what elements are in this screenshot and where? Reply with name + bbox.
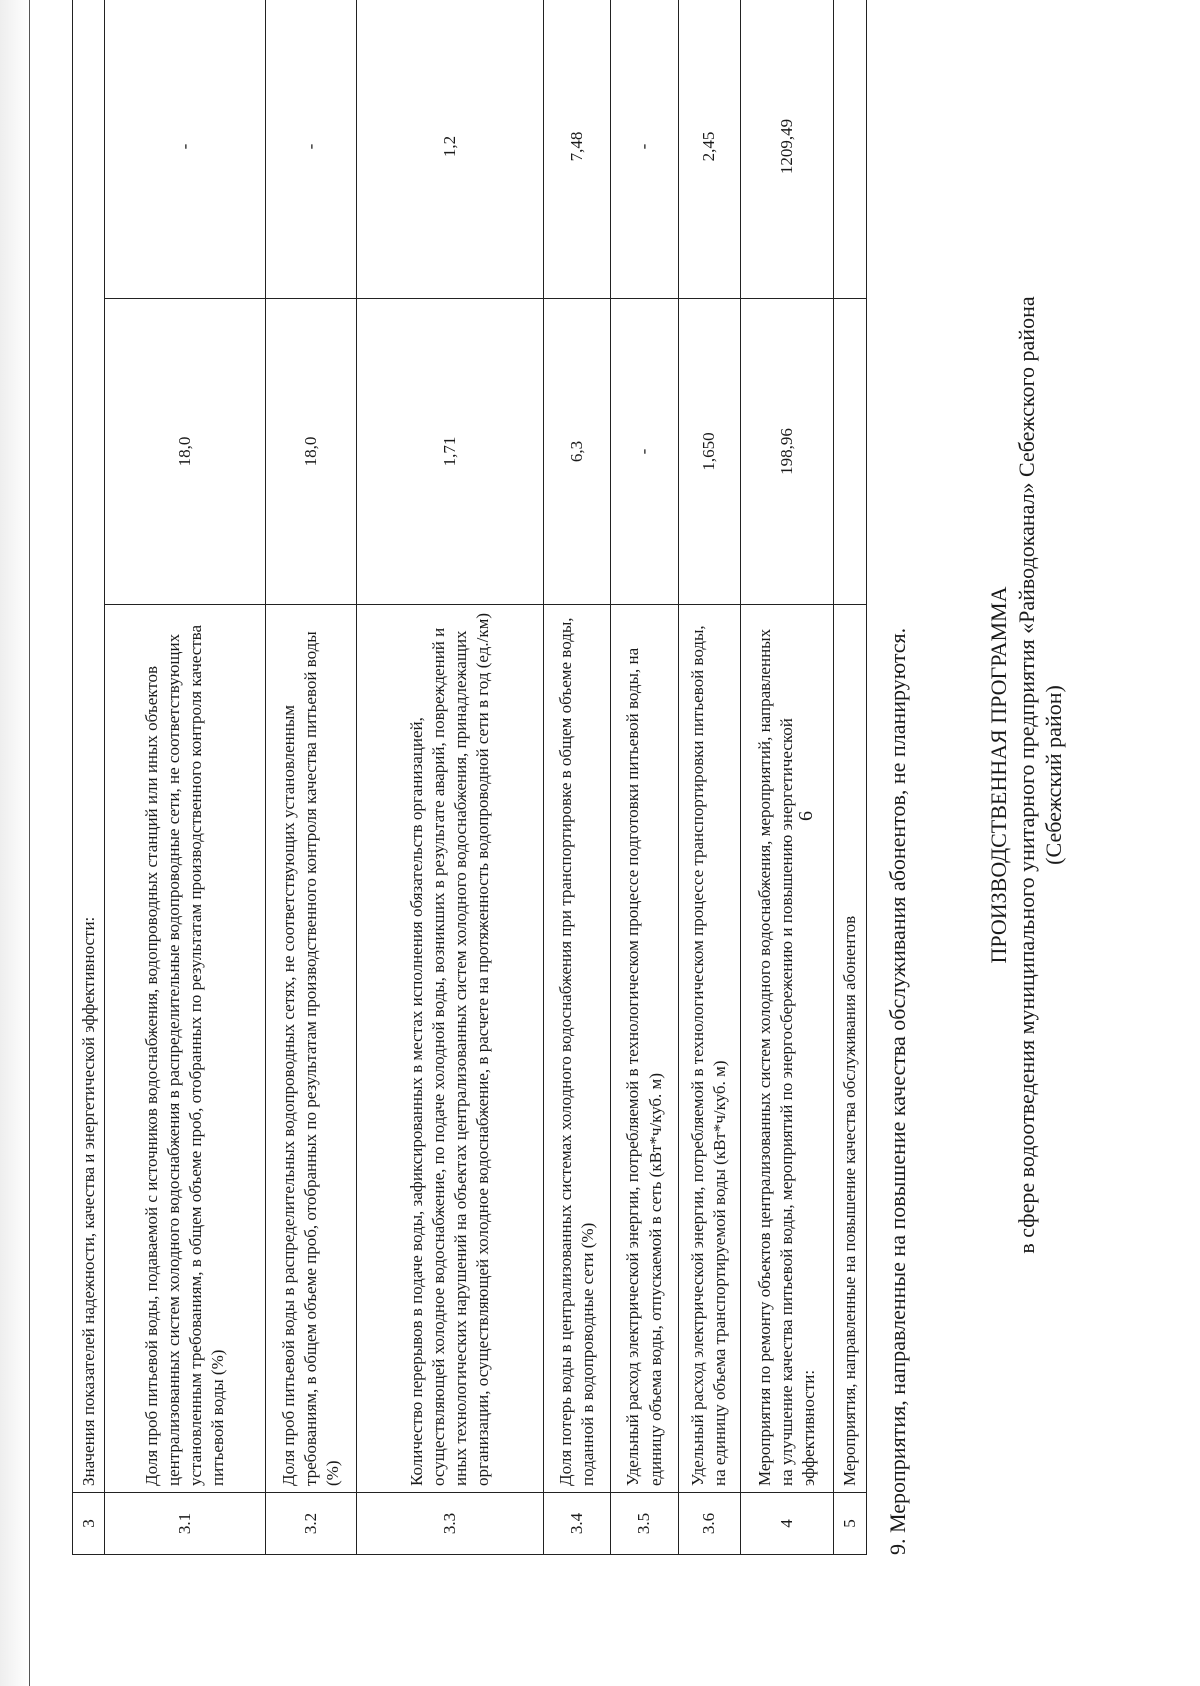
row-number: 3.4 [544, 1493, 611, 1555]
row-value-1: - [611, 299, 678, 605]
table-row [357, 0, 544, 1555]
row-number: 3.6 [678, 1493, 740, 1555]
table-row [266, 0, 357, 1555]
row-number: 3.3 [357, 1493, 544, 1555]
row-value-2: 7,48 [544, 0, 611, 299]
row-value-2: - [105, 0, 266, 299]
program-subtitle: в сфере водоотведения муниципального унитарного предприятия «Райводоканал» Себежского района [1013, 296, 1039, 1254]
row-number: 3 [73, 1493, 105, 1555]
row-value-2: 1,2 [357, 0, 544, 299]
row-description: Мероприятия, направленные на повышение качества обслуживания абонентов [834, 605, 867, 1493]
row-description: Доля проб питьевой воды в распределительных водопроводных сетях, не соответствующих установленным требованиям, в общем объеме проб, отобранных по результатам производственного контроля качества питьевой воды (%) [266, 605, 357, 1493]
row-description: Доля потерь воды в централизованных системах холодного водоснабжения при транспортировке в общем объеме воды, поданной в водопроводные сети (%) [544, 605, 611, 1493]
row-description: Удельный расход электрической энергии, потребляемой в технологическом процессе транспортировки питьевой воды, на единицу объема транспортируемой воды (кВт*ч/куб. м) [678, 605, 740, 1493]
row-number: 3.5 [611, 1493, 678, 1555]
program-district: (Себежский район) [1041, 685, 1066, 865]
row-number: 3.1 [105, 1493, 266, 1555]
row-number: 3.2 [266, 1493, 357, 1555]
page-number: 6 [795, 811, 817, 821]
row-description: Доля проб питьевой воды, подаваемой с источников водоснабжения, водопроводных станций или иных объектов централизованных систем холодного водоснабжения в распределительные водопроводные сети, не соответствующих установленным требованиям, в общем объеме проб, отобранных по результатам производственного контроля качества питьевой воды (%) [105, 605, 266, 1493]
row-description: Значения показателей надежности, качества и энергетической эффективности: [73, 0, 105, 1493]
row-description: Количество перерывов в подаче воды, зафиксированных в местах исполнения обязательств организацией, осуществляющей холодное водоснабжение, по подаче холодной воды, возникших в результате аварий, повреждений и иных технологических нарушений на объектах централизованных систем холодного водоснабжения, принадлежащих организации, осуществляющей холодное водоснабжение, в расчете на протяженность водопроводной сети в год (ед./км) [357, 605, 544, 1493]
indicators-table [72, 0, 867, 1555]
table-row [105, 0, 266, 1555]
row-value-1 [834, 299, 867, 605]
row-description: Удельный расход электрической энергии, потребляемой в технологическом процессе подготовки питьевой воды, на единицу объема воды, отпускаемой в сеть (кВт*ч/куб. м) [611, 605, 678, 1493]
row-number: 4 [740, 1493, 834, 1555]
section-9-text: 9. Мероприятия, направленные на повышение качества обслуживания абонентов, не планируются. [885, 627, 910, 1555]
table-row [73, 0, 105, 1555]
table-row [678, 0, 740, 1555]
row-value-1: 6,3 [544, 299, 611, 605]
row-description: Мероприятия по ремонту объектов централизованных систем холодного водоснабжения, мероприятий, направленных на улучшение качества питьевой воды, мероприятий по энергосбережению и повышению энергетической эффективности: [740, 605, 834, 1493]
row-value-2: - [611, 0, 678, 299]
table-row [740, 0, 834, 1555]
table-row [611, 0, 678, 1555]
program-title: ПРОИЗВОДСТВЕННАЯ ПРОГРАММА [986, 586, 1011, 964]
table-row [834, 0, 867, 1555]
row-value-1: 198,96 [740, 299, 834, 605]
row-value-1: 18,0 [266, 299, 357, 605]
row-value-1: 18,0 [105, 299, 266, 605]
table-row [544, 0, 611, 1555]
row-value-2 [834, 0, 867, 299]
row-value-1: 1,650 [678, 299, 740, 605]
program-heading [985, 0, 1068, 1555]
row-value-2: 2,45 [678, 0, 740, 299]
row-value-2: - [266, 0, 357, 299]
row-value-1: 1,71 [357, 299, 544, 605]
row-number: 5 [834, 1493, 867, 1555]
row-value-2: 1209,49 [740, 0, 834, 299]
